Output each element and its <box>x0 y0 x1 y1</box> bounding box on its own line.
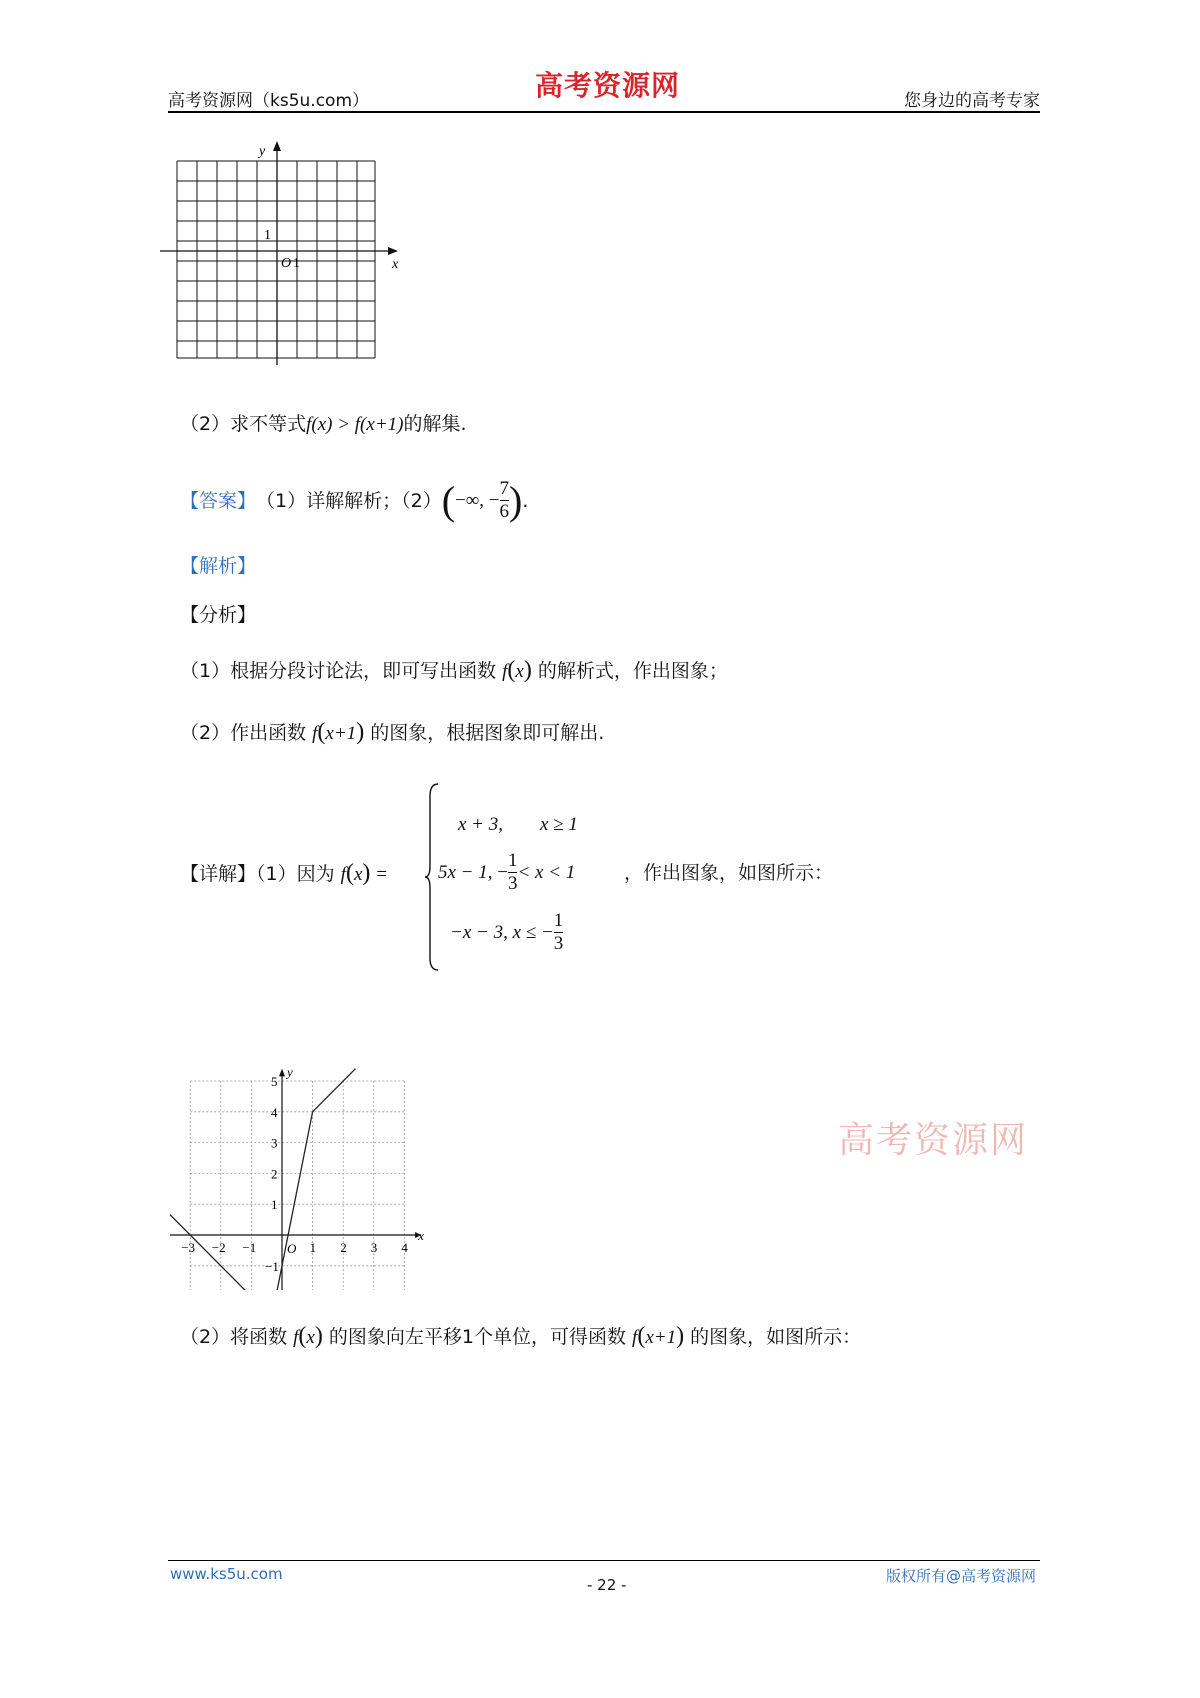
question-2 <box>180 411 467 438</box>
y-tick-label: 3 <box>271 1135 278 1151</box>
analysis-line-2: （2）作出函数 f(x+1) 的图象，根据图象即可解出. <box>180 719 605 745</box>
header-right: 您身边的高考专家 <box>904 91 1040 111</box>
x-tick-label: −1 <box>242 1240 257 1255</box>
q2-expr: f(x) > f(x+1) <box>306 414 404 435</box>
y-tick-label: 5 <box>271 1074 278 1089</box>
y-tick-label: 4 <box>271 1104 278 1120</box>
case-3: −x − 3, x ≤ − $\frac{1}{3}$ <box>450 910 564 954</box>
q2-detail: （2）将函数 f(x) 的图象向左平移1个单位，可得函数 f(x+1) 的图象，如图所示： <box>180 1323 862 1349</box>
page-number: - 22 - <box>587 1576 627 1594</box>
answer-tag: 【答案】 <box>180 489 257 512</box>
case-2: 5x − 1, − $\frac{1}{3}$ < x < 1 <box>438 850 576 894</box>
x-tick-label: 3 <box>370 1240 378 1255</box>
answer-line: 【答案】 （1）详解解析；（2） ( −∞, − $\frac{7}{6}$ ) . <box>180 477 529 523</box>
watermark: 高考资源网 <box>838 1120 1029 1161</box>
origin-label: O <box>281 256 292 271</box>
y-tick-label: 1 <box>271 1197 278 1213</box>
answer-part1: （1）详解解析；（2） <box>256 489 442 512</box>
answer-fraction: $\frac{7}{6}$ <box>499 478 510 522</box>
footer-link[interactable]: www.ks5u.com <box>170 1565 283 1583</box>
piecewise-graph <box>170 995 480 1290</box>
x-tick-label: −2 <box>211 1240 226 1255</box>
jiexi-tag: 【解析】 <box>180 555 257 577</box>
header-left: 高考资源网（ks5u.com） <box>168 91 370 111</box>
q2-suffix: 的解集. <box>403 413 467 435</box>
footer-right: 版权所有@高考资源网 <box>885 1567 1036 1585</box>
blank-grid-figure <box>160 135 420 370</box>
detail-after: ，作出图象，如图所示： <box>624 862 834 884</box>
x-tick-label: −3 <box>181 1240 196 1255</box>
analysis-line-1: （1）根据分段讨论法，即可写出函数 f(x) 的解析式，作出图象； <box>180 657 728 683</box>
y-tick-label: −1 <box>265 1258 279 1274</box>
detail-tag: 【详解】 <box>180 863 257 885</box>
y-tick-label: 2 <box>271 1166 278 1182</box>
function-graph-line <box>170 1069 355 1290</box>
footer-rule <box>168 1560 1040 1561</box>
detail-intro: 【详解】（1）因为 f(x) = <box>180 860 388 886</box>
x-axis-label: x <box>392 257 399 272</box>
x-tick-label: 2 <box>340 1240 347 1255</box>
fenxi-tag: 【分析】 <box>180 604 257 626</box>
case-1: x + 3, x ≥ 1 <box>458 814 578 835</box>
header-logo: 高考资源网 <box>535 69 681 102</box>
x-axis-label: x <box>418 1228 424 1243</box>
answer-end: . <box>522 489 529 512</box>
x-tick-label: 4 <box>401 1240 408 1255</box>
y-axis-label: y <box>259 144 266 159</box>
unit-label-x: 1 <box>293 256 300 271</box>
answer-interval: −∞, − <box>455 489 500 511</box>
y-axis-label: y <box>287 1064 293 1080</box>
x-tick-label: 1 <box>309 1240 317 1255</box>
origin-label: O <box>287 1241 297 1256</box>
y-axis-arrow <box>279 1069 285 1077</box>
q2-prefix: （2）求不等式 <box>180 413 307 435</box>
header-rule <box>168 111 1040 113</box>
unit-label-y: 1 <box>264 228 271 243</box>
